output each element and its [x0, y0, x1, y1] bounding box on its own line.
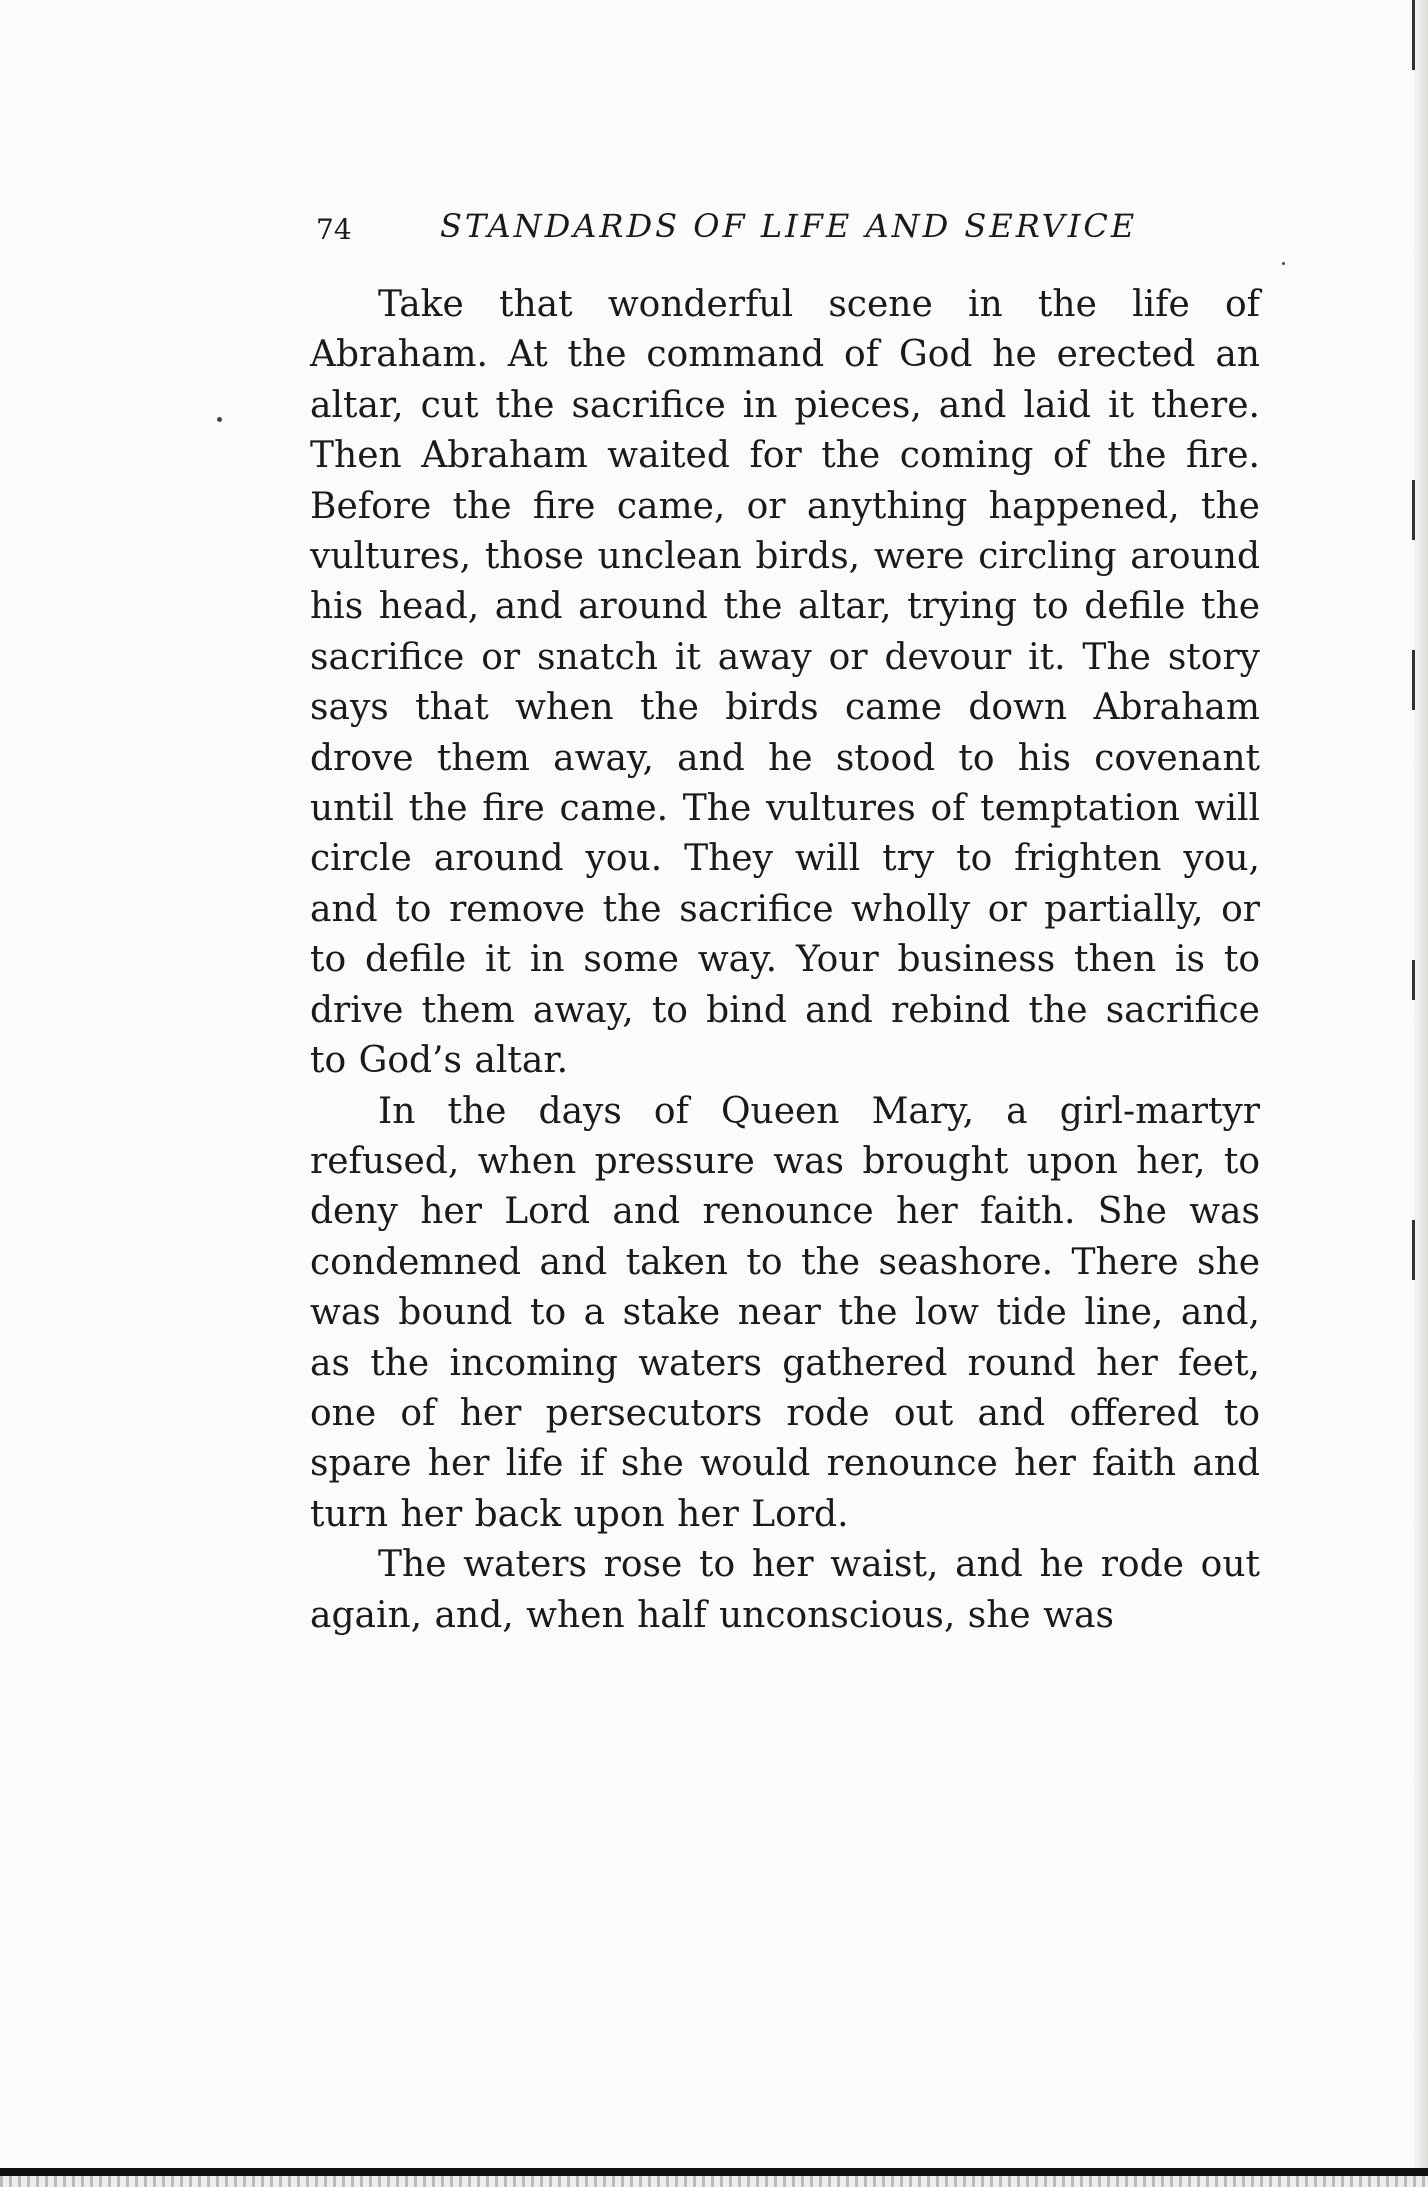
edge-mark [1412, 0, 1415, 70]
edge-mark [1412, 960, 1415, 1000]
edge-mark [1412, 1220, 1415, 1280]
running-title: STANDARDS OF LIFE AND SERVICE [440, 207, 1138, 245]
bottom-scan-rule [0, 2168, 1428, 2176]
edge-mark [1412, 480, 1415, 540]
page-number: 74 [316, 213, 352, 246]
print-speck [217, 417, 222, 422]
paragraph-abraham: Take that wonderful scene in the life of Abraham. At the command of God he erected an altar, cut the sacrifice in pieces, and laid it there. Then Abraham waited for the coming of the fire. Before the fire came, or anything happened, the vultures, those unclean birds, were circling around his head, and around the altar, trying to defile the sacrifice or snatch it away or devour it. The story says that when the birds came down Abraham drove them away, and he stood to his covenant until the fire came. The vultures of temptation will circle around you. They will try to frighten you, and to remove the sacrifice wholly or partially, or to defile it in some way. Your business then is to drive them away, to bind and rebind the sacrifice to God’s altar. [310, 284, 1260, 1082]
paragraph-waters: The waters rose to her waist, and he rode out again, and, when half unconscious, she was [310, 1544, 1260, 1636]
paragraph-queen-mary: In the days of Queen Mary, a girl-martyr refused, when pressure was brought upon her, to deny her Lord and renounce her faith. She was condemned and taken to the seashore. There she was bound to a stake near the low tide line, and, as the incoming waters gathered round her feet, one of her persecutors rode out and offered to spare her life if she would renounce her faith and turn her back upon her Lord. [310, 1090, 1260, 1535]
page-edge [1414, 0, 1428, 2187]
page-header [310, 205, 1260, 255]
body-text [310, 280, 1260, 1641]
edge-mark [1412, 650, 1415, 710]
bottom-scan-edge [0, 2176, 1428, 2187]
print-speck [1282, 262, 1285, 265]
